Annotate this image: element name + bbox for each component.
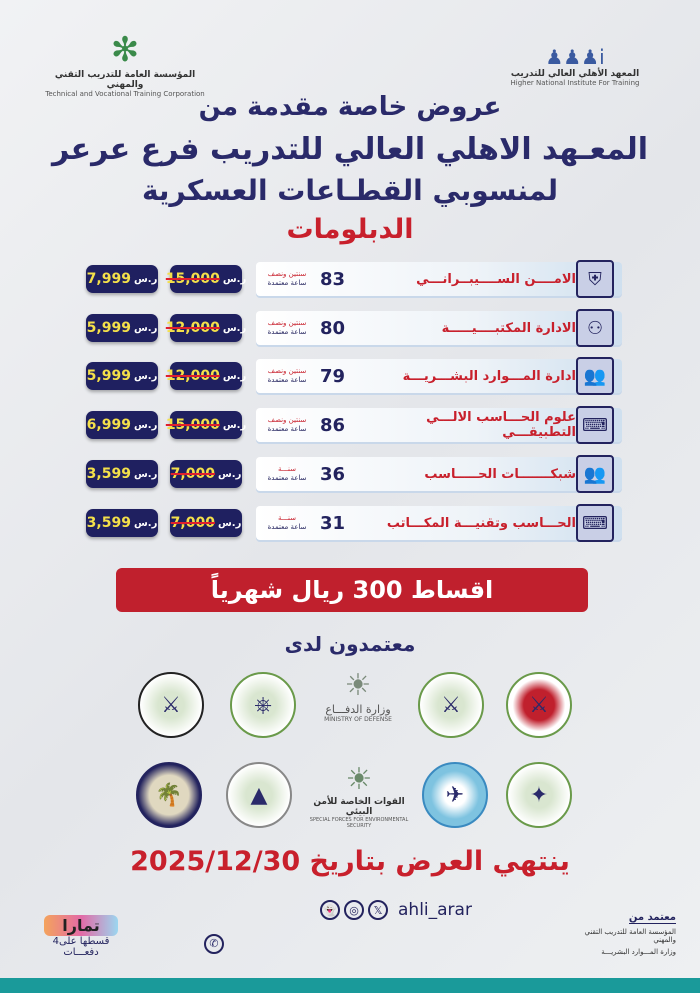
old-price xyxy=(170,460,242,488)
title-line-2: المعـهد الاهلي العالي للتدريب فرع عرعر xyxy=(51,132,649,167)
course-name: الادارة المكتبــــيـــــة xyxy=(441,320,576,336)
computer-icon: ⌨ xyxy=(576,406,614,444)
civil-defense-seal: ▲ xyxy=(226,762,292,828)
old-price-value: 15,000 xyxy=(165,271,220,287)
credit-hours: 86 xyxy=(320,414,346,436)
duration: سنتين ونصف ساعة معتمدة xyxy=(267,416,307,433)
duration: سنتين ونصف ساعة معتمدة xyxy=(267,270,307,287)
course-bar xyxy=(256,359,622,393)
credit-hours: 31 xyxy=(320,512,346,534)
sun-emblem-icon: ☀ xyxy=(344,668,372,703)
course-row xyxy=(84,311,630,347)
footer-band xyxy=(0,978,700,993)
shield-icon: ⛨ xyxy=(576,260,614,298)
duration: سنتين ونصف ساعة معتمدة xyxy=(267,319,307,336)
old-price xyxy=(165,314,247,342)
old-price xyxy=(165,411,247,439)
course-name: الحـــاسب وتقنيـــة المكـــاتب xyxy=(386,515,576,531)
course-row xyxy=(84,506,630,542)
riyal-symbol: ر.س xyxy=(133,322,158,334)
sfes-logo: ☀ القوات الخاصة للأمن البيئي SPECIAL FORCES FOR ENVIRONMENTAL SECURITY xyxy=(300,762,418,829)
duration: سنـــة ساعة معتمدة xyxy=(267,465,307,482)
tvtc-logo: ✻ المؤسسة العامة للتدريب التقني والمهني Technical and Vocational Training Corporation xyxy=(40,30,210,98)
land-forces-seal: ⚔ xyxy=(418,672,484,738)
offer-end-date: ينتهي العرض بتاريخ 2025/12/30 xyxy=(130,846,570,877)
course-row xyxy=(84,457,630,493)
tree-icon: ✻ xyxy=(110,30,140,70)
old-price-value: 15,000 xyxy=(165,417,220,433)
palm-sun-icon: ☀ xyxy=(345,762,373,797)
navy-seal: ⎈ xyxy=(230,672,296,738)
old-price-value: 7,000 xyxy=(170,515,215,531)
course-name: علوم الحـــاسب الالـــي التطبيقـــي xyxy=(426,410,576,440)
new-price: 6,999 ر.س xyxy=(86,411,158,439)
course-bar xyxy=(256,262,622,296)
riyal-symbol: ر.س xyxy=(133,273,158,285)
riyal-symbol: ر.س xyxy=(217,517,242,529)
social-handle[interactable]: ahli_arar xyxy=(398,900,472,920)
credit-hours: 79 xyxy=(320,365,346,387)
air-force-seal: ✈ xyxy=(422,762,488,828)
instagram-icon[interactable]: ◎ xyxy=(344,900,364,920)
riyal-symbol: ر.س xyxy=(133,468,158,480)
credit-hours: 36 xyxy=(320,463,346,485)
people-logo-icon: ♟♟♟i xyxy=(545,45,605,69)
installment-banner: اقساط 300 ريال شهرياً xyxy=(116,568,588,612)
old-price xyxy=(165,362,247,390)
course-row xyxy=(84,262,630,298)
x-icon[interactable]: 𝕏 xyxy=(368,900,388,920)
strategic-forces-seal: ✦ xyxy=(506,762,572,828)
course-name: ادارة المـــوارد البشـــريـــة xyxy=(402,368,576,384)
riyal-symbol: ر.س xyxy=(222,419,247,431)
tamara-badge: تمارا قسطها على4 دفعـــات xyxy=(44,915,118,958)
people-icon: 👥 xyxy=(576,455,614,493)
new-price: 5,999 ر.س xyxy=(86,362,158,390)
accredited-heading: معتمدون لدى xyxy=(284,632,416,656)
riyal-symbol: ر.س xyxy=(133,370,158,382)
riyal-symbol: ر.س xyxy=(222,273,247,285)
new-price: 3,599 ر.س xyxy=(86,460,158,488)
riyal-symbol: ر.س xyxy=(222,322,247,334)
course-bar xyxy=(256,506,622,540)
snapchat-icon[interactable]: 👻 xyxy=(320,900,340,920)
section-title: الدبلومات xyxy=(286,214,414,245)
approved-by: معتمد من المؤسسة العامة للتدريب التقني والمهني وزارة المـــوارد البشريـــة xyxy=(584,912,676,956)
course-bar xyxy=(256,311,622,345)
riyal-symbol: ر.س xyxy=(222,370,247,382)
riyal-symbol: ر.س xyxy=(133,517,158,529)
computer-icon: ⌨ xyxy=(576,504,614,542)
course-bar xyxy=(256,457,622,491)
new-price: 5,999 ر.س xyxy=(86,314,158,342)
institute-logo: ♟♟♟i المعهد الأهلي العالي للتدريب Higher National Institute For Training xyxy=(490,45,660,87)
duration: سنتين ونصف ساعة معتمدة xyxy=(267,367,307,384)
credit-hours: 80 xyxy=(320,317,346,339)
whatsapp-icon[interactable]: ✆ xyxy=(204,934,224,954)
riyal-symbol: ر.س xyxy=(217,468,242,480)
riyal-symbol: ر.س xyxy=(133,419,158,431)
old-price-value: 12,000 xyxy=(165,320,220,336)
mod-logo: ☀ وزارة الدفـــاع MINISTRY OF DEFENSE xyxy=(316,668,400,723)
health-seal: 🌴 xyxy=(136,762,202,828)
course-name: شبكـــــــات الحـــــاسب xyxy=(424,466,576,482)
people-icon: 👥 xyxy=(576,357,614,395)
title-line-1: عروض خاصة مقدمة من xyxy=(198,92,502,122)
title-line-3: لمنسوبي القطـاعات العسكرية xyxy=(141,174,559,207)
course-bar xyxy=(256,408,622,442)
credit-hours: 83 xyxy=(320,268,346,290)
social-links xyxy=(320,900,472,920)
course-name: الامــــن الســــيبــرانـــي xyxy=(416,271,576,287)
old-price xyxy=(170,509,242,537)
new-price: 7,999 ر.س xyxy=(86,265,158,293)
duration: سنـــة ساعة معتمدة xyxy=(267,514,307,531)
new-price: 3,599 ر.س xyxy=(86,509,158,537)
course-row xyxy=(84,408,630,444)
old-price-value: 12,000 xyxy=(165,368,220,384)
old-price xyxy=(165,265,247,293)
meeting-icon: ⚇ xyxy=(576,309,614,347)
course-row xyxy=(84,359,630,395)
national-guard-seal: ⚔ xyxy=(138,672,204,738)
army-seal: ⚔ xyxy=(506,672,572,738)
old-price-value: 7,000 xyxy=(170,466,215,482)
